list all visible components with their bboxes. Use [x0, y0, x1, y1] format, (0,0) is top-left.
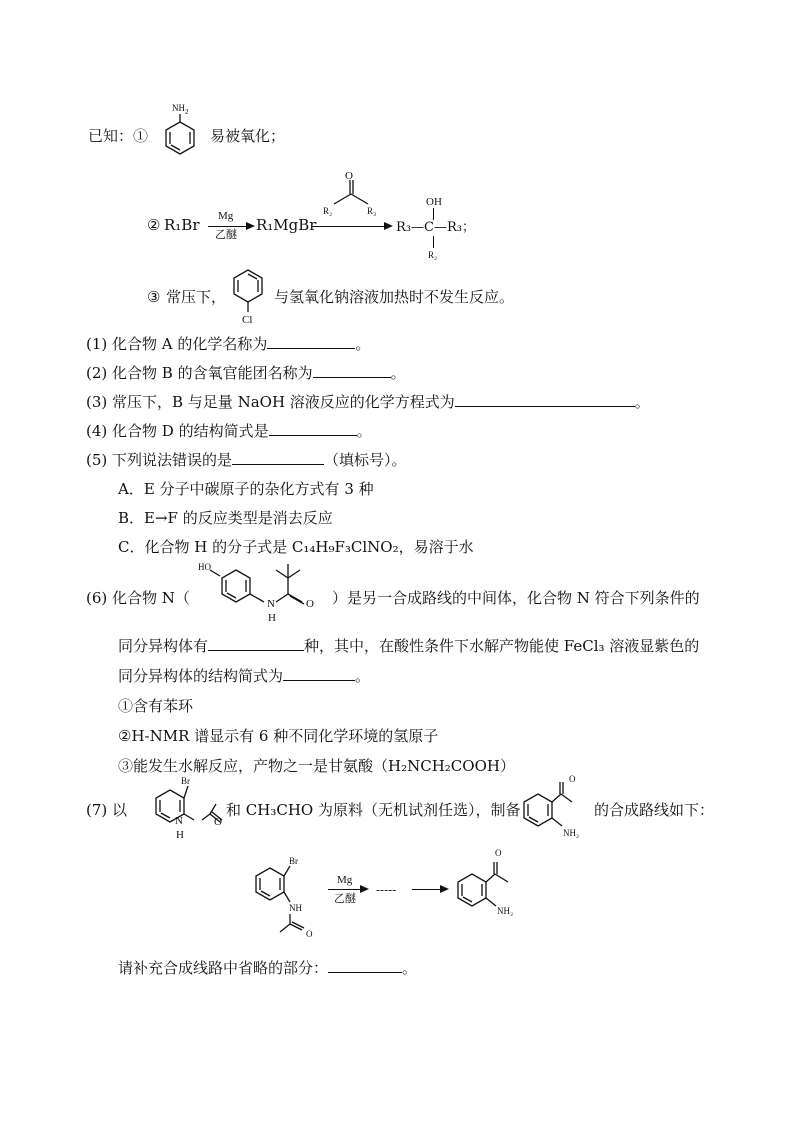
reaction-arrow-2 — [312, 226, 386, 227]
q7-target-nh2-label: NH₂ — [563, 828, 580, 838]
chlorobenzene-cl-label: Cl — [242, 314, 253, 326]
compound-n-structure-icon — [196, 560, 336, 620]
product-r2-label: R₂ — [428, 250, 438, 260]
aniline-structure-icon — [158, 112, 208, 162]
question-6-post: ）是另一合成路线的中间体，化合物 N 符合下列条件的 — [332, 589, 700, 607]
aniline-nh2-label: $NH_2$ — [172, 103, 189, 116]
q7-h-label: H — [176, 829, 184, 841]
condition-2: ②H-NMR 谱显示有 6 种不同化学环境的氢原子 — [118, 727, 439, 745]
question-4: (4) 化合物 D 的结构简式是 。 — [86, 422, 372, 440]
option-a: A．E 分子中碳原子的杂化方式有 3 种 — [118, 480, 374, 498]
ketone-r3-label: R₃ — [367, 206, 377, 216]
compound-n-h-label: H — [268, 612, 276, 624]
scheme-dots: ----- — [376, 883, 397, 897]
q7-n-label: N — [175, 815, 183, 827]
scheme-o-label: O — [306, 929, 313, 939]
scheme-product-nh2-label: NH₂ — [497, 906, 514, 916]
compound-n-o-label: O — [306, 598, 314, 610]
known-item3-pre: 常压下， — [166, 288, 227, 306]
question-6-pre: (6) 化合物 N（ — [86, 589, 190, 607]
scheme-mg: Mg — [337, 874, 353, 886]
question-1: (1) 化合物 A 的化学名称为 。 — [86, 335, 371, 353]
scheme-product-o-label: O — [495, 848, 502, 858]
known-item3-post: 与氢氧化钠溶液加热时不发生反应。 — [274, 288, 515, 306]
ketone-r2-label: R₂ — [323, 206, 333, 216]
answer-blank-q5[interactable] — [232, 450, 324, 465]
known-item1-text: 易被氧化； — [210, 127, 286, 145]
answer-blank-q2[interactable] — [313, 363, 391, 378]
known-label: 已知：① — [88, 127, 149, 145]
scheme-arrow-2 — [412, 889, 442, 890]
q7-o-label: O — [214, 816, 222, 828]
arrow-head-icon — [360, 885, 369, 893]
bromo-acetanilide-structure-icon — [150, 780, 220, 842]
answer-blank-q7[interactable] — [328, 958, 402, 973]
condition-3: ③能发生水解反应，产物之一是甘氨酸（H₂NCH₂COOH） — [118, 757, 515, 775]
scheme-ether: 乙醚 — [334, 893, 356, 905]
question-7-fill: 请补充合成线路中省略的部分： 。 — [118, 959, 418, 977]
scheme-arrow-1 — [328, 889, 362, 890]
answer-blank-q1[interactable] — [267, 334, 355, 349]
condition-1: ①含有苯环 — [118, 697, 194, 715]
known-item2-reactant: R₁Br — [164, 216, 200, 234]
question-7-end: 的合成路线如下： — [594, 801, 715, 819]
question-3: (3) 常压下，B 与足量 NaOH 溶液反应的化学方程式为 。 — [86, 393, 650, 411]
answer-blank-q3[interactable] — [455, 392, 635, 407]
compound-n-ho-label: HO — [198, 562, 211, 572]
answer-blank-q6b[interactable] — [283, 666, 355, 681]
product-formula: R₃—C—R₃； — [396, 220, 475, 235]
arrow-head-icon — [384, 222, 393, 230]
product-bond-down — [433, 236, 434, 248]
scheme-product-structure-icon — [456, 852, 526, 922]
arrow-head-icon — [246, 222, 255, 230]
question-6-line3: 同分异构体的结构简式为 。 — [118, 667, 371, 685]
arrow-head-icon — [440, 885, 449, 893]
q7-target-o-label: O — [569, 774, 576, 784]
q7-br-label: Br — [181, 776, 190, 786]
option-b: B．E→F 的反应类型是消去反应 — [118, 509, 333, 527]
answer-blank-q6a[interactable] — [208, 636, 304, 651]
grignard-solvent-ether: 乙醚 — [215, 229, 237, 241]
compound-n-n-label: N — [267, 598, 275, 610]
known-item3-num: ③ — [147, 288, 161, 306]
option-c: C．化合物 H 的分子式是 C₁₄H₉F₃ClNO₂，易溶于水 — [118, 538, 474, 556]
ketone-oxygen-label: O — [345, 170, 353, 182]
known-item2-num: ② — [147, 216, 161, 234]
reaction-arrow-1 — [208, 226, 248, 227]
product-oh-label: OH — [426, 196, 442, 208]
question-5: (5) 下列说法错误的是 （填标号）。 — [86, 451, 407, 469]
scheme-br-label: Br — [289, 856, 298, 866]
question-6-line2: 同分异构体有 种，其中，在酸性条件下水解产物能使 FeCl₃ 溶液显紫色的 — [118, 637, 700, 655]
answer-blank-q4[interactable] — [269, 421, 357, 436]
scheme-nh-label: NH — [289, 903, 302, 913]
known-item2-grignard: R₁MgBr — [256, 216, 317, 234]
question-7-mid: 和 CH₃CHO 为原料（无机试剂任选），制备 — [226, 801, 521, 819]
grignard-reagent-mg: Mg — [218, 210, 234, 222]
question-2: (2) 化合物 B 的含氧官能团名称为 。 — [86, 364, 406, 382]
question-7-num: (7) 以 — [86, 801, 128, 819]
